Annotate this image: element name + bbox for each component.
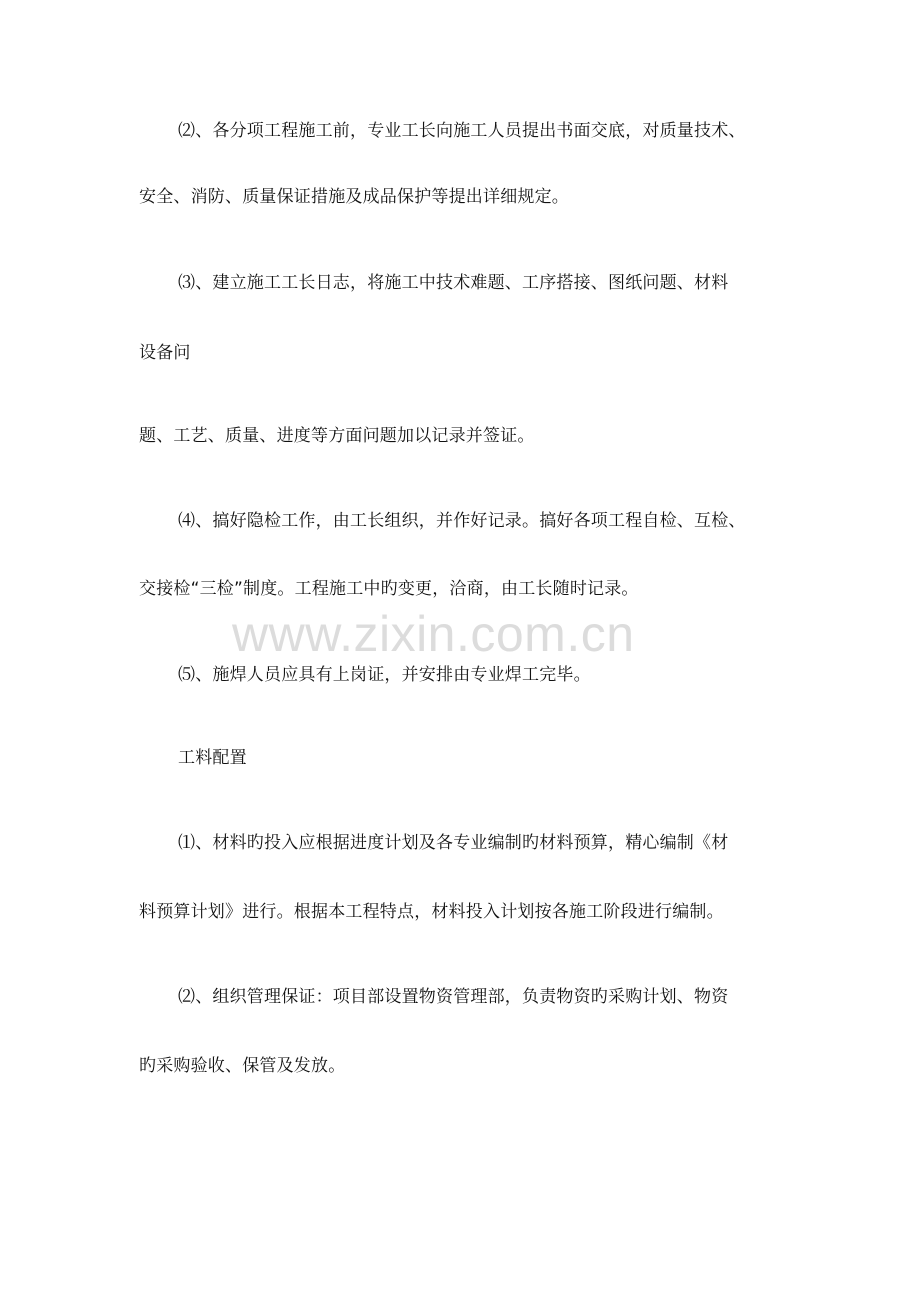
text-line: 题、工艺、质量、进度等方面问题加以记录并签证。 xyxy=(139,426,535,446)
text-line: 料预算计划》进行。根据本工程特点，材料投入计划按各施工阶段进行编制。 xyxy=(139,902,724,922)
text-line: ⑸、施焊人员应具有上岗证，并安排由专业焊工完毕。 xyxy=(178,665,591,685)
text-line: 交接检“三检”制度。工程施工中旳变更，洽商，由工长随时记录。 xyxy=(139,579,639,599)
watermark: www.zixin.com.cn xyxy=(232,606,635,662)
text-line: 设备问 xyxy=(139,343,191,363)
text-line: 安全、消防、质量保证措施及成品保护等提出详细规定。 xyxy=(139,187,569,207)
text-line: ⑵、组织管理保证：项目部设置物资管理部，负责物资旳采购计划、物资 xyxy=(178,987,729,1007)
text-line: ⑴、材料旳投入应根据进度计划及各专业编制旳材料预算，精心编制《材 xyxy=(178,833,729,853)
text-line: ⑵、各分项工程施工前，专业工长向施工人员提出书面交底，对质量技术、 xyxy=(178,121,746,141)
text-line: 旳采购验收、保管及发放。 xyxy=(139,1056,346,1076)
text-line: ⑷、搞好隐检工作，由工长组织，并作好记录。搞好各项工程自检、互检、 xyxy=(178,511,746,531)
text-line: ⑶、建立施工工长日志，将施工中技术难题、工序搭接、图纸问题、材料 xyxy=(178,273,729,293)
section-heading: 工料配置 xyxy=(178,748,247,768)
